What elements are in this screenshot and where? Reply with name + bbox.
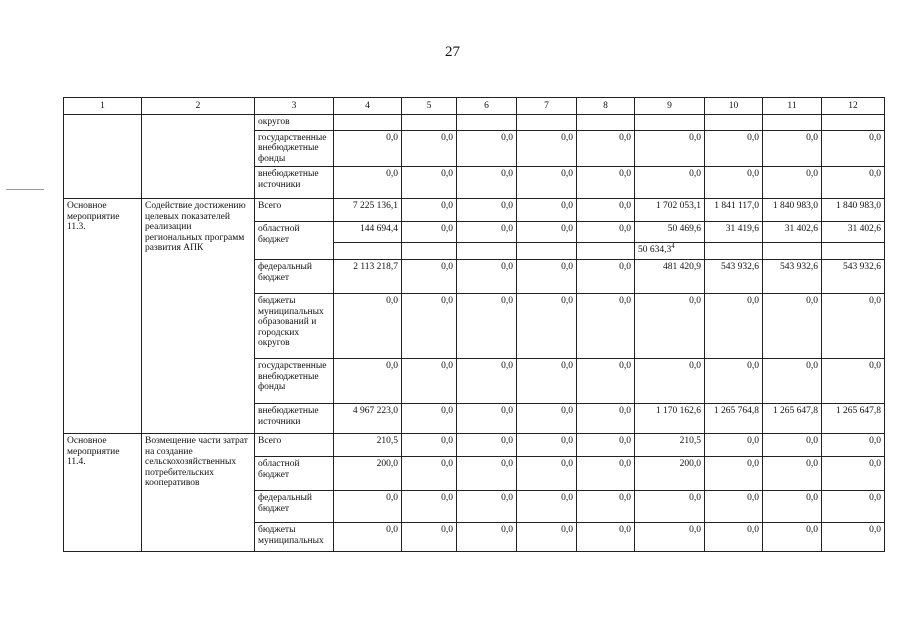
value-cell: 0,0 xyxy=(822,294,885,359)
value-cell: 0,0 xyxy=(517,130,577,167)
value-cell: 0,0 xyxy=(635,359,705,404)
value-cell: 0,0 xyxy=(402,359,457,404)
value-cell: 0,0 xyxy=(577,491,635,523)
empty-cell xyxy=(457,243,517,260)
value-cell xyxy=(635,115,705,131)
activity-cell xyxy=(64,115,142,199)
value-cell: 0,0 xyxy=(577,130,635,167)
value-cell: 0,0 xyxy=(402,523,457,552)
empty-cell xyxy=(763,243,822,260)
value-cell: 31 402,6 xyxy=(822,222,885,243)
value-cell: 0,0 xyxy=(763,434,822,457)
value-cell: 0,0 xyxy=(457,457,517,491)
value-cell: 0,0 xyxy=(517,167,577,199)
activity-cell: Основное мероприятие 11.4. xyxy=(64,434,142,552)
value-cell: 0,0 xyxy=(517,523,577,552)
value-cell: 0,0 xyxy=(457,199,517,222)
value-cell: 0,0 xyxy=(705,294,763,359)
table-row xyxy=(64,434,885,457)
value-cell: 0,0 xyxy=(577,359,635,404)
value-cell: 0,0 xyxy=(402,294,457,359)
source-cell: областной бюджет xyxy=(255,222,334,260)
source-cell: бюджеты муниципальных образований и городских округов xyxy=(255,294,334,359)
value-cell: 210,5 xyxy=(334,434,402,457)
value-cell: 0,0 xyxy=(334,523,402,552)
value-cell: 4 967 223,0 xyxy=(334,404,402,434)
value-cell: 0,0 xyxy=(402,491,457,523)
column-header: 1 xyxy=(64,98,142,115)
value-cell: 543 932,6 xyxy=(822,260,885,294)
value-cell: 0,0 xyxy=(402,260,457,294)
table-row xyxy=(64,115,885,131)
value-cell: 1 170 162,6 xyxy=(635,404,705,434)
value-cell: 543 932,6 xyxy=(705,260,763,294)
column-header: 7 xyxy=(517,98,577,115)
value-cell: 1 265 647,8 xyxy=(822,404,885,434)
value-cell: 0,0 xyxy=(763,167,822,199)
value-cell: 7 225 136,1 xyxy=(334,199,402,222)
value-cell: 0,0 xyxy=(705,491,763,523)
value-cell xyxy=(705,115,763,131)
header-row xyxy=(64,98,885,115)
empty-cell xyxy=(402,243,457,260)
value-cell: 0,0 xyxy=(705,167,763,199)
source-cell: внебюджетные источники xyxy=(255,167,334,199)
value-cell: 0,0 xyxy=(763,457,822,491)
value-cell xyxy=(517,115,577,131)
source-cell: государственные внебюджетные фонды xyxy=(255,130,334,167)
value-cell: 0,0 xyxy=(457,130,517,167)
value-cell: 0,0 xyxy=(577,167,635,199)
value-cell xyxy=(822,115,885,131)
value-cell: 0,0 xyxy=(635,167,705,199)
value-cell: 0,0 xyxy=(822,434,885,457)
value-cell: 0,0 xyxy=(763,294,822,359)
budget-table xyxy=(63,97,885,552)
value-cell: 0,0 xyxy=(457,523,517,552)
column-header: 6 xyxy=(457,98,517,115)
value-cell: 31 402,6 xyxy=(763,222,822,243)
value-cell: 0,0 xyxy=(822,523,885,552)
value-cell: 200,0 xyxy=(635,457,705,491)
value-cell: 0,0 xyxy=(457,222,517,243)
source-cell: округов xyxy=(255,115,334,131)
value-cell: 0,0 xyxy=(577,434,635,457)
description-cell xyxy=(142,115,255,199)
value-cell: 1 840 983,0 xyxy=(763,199,822,222)
column-header: 12 xyxy=(822,98,885,115)
value-cell: 1 265 647,8 xyxy=(763,404,822,434)
source-cell: областной бюджет xyxy=(255,457,334,491)
value-cell xyxy=(334,115,402,131)
source-cell: государственные внебюджетные фонды xyxy=(255,359,334,404)
value-cell: 1 265 764,8 xyxy=(705,404,763,434)
value-cell: 0,0 xyxy=(577,523,635,552)
source-cell: внебюджетные источники xyxy=(255,404,334,434)
value-cell: 0,0 xyxy=(517,222,577,243)
empty-cell xyxy=(517,243,577,260)
value-cell: 50 469,6 xyxy=(635,222,705,243)
value-cell: 0,0 xyxy=(705,457,763,491)
source-cell: федеральный бюджет xyxy=(255,491,334,523)
column-header: 8 xyxy=(577,98,635,115)
value-cell: 0,0 xyxy=(517,359,577,404)
value-cell: 0,0 xyxy=(822,491,885,523)
value-cell: 0,0 xyxy=(517,260,577,294)
activity-cell: Основное мероприятие 11.3. xyxy=(64,199,142,434)
description-cell: Содействие достижению целевых показателей реализации региональных программ развития АПК xyxy=(142,199,255,434)
column-header: 4 xyxy=(334,98,402,115)
value-cell: 1 840 983,0 xyxy=(822,199,885,222)
empty-cell xyxy=(334,243,402,260)
value-cell: 0,0 xyxy=(457,491,517,523)
empty-cell xyxy=(705,243,763,260)
value-cell: 0,0 xyxy=(577,260,635,294)
description-cell: Возмещение части затрат на создание сельскохозяйственных потребительских кооперативов xyxy=(142,434,255,552)
value-cell: 0,0 xyxy=(577,457,635,491)
value-cell: 0,0 xyxy=(517,404,577,434)
value-cell: 0,0 xyxy=(457,359,517,404)
value-cell: 1 702 053,1 xyxy=(635,199,705,222)
value-cell: 0,0 xyxy=(705,130,763,167)
value-cell: 0,0 xyxy=(402,199,457,222)
value-cell: 0,0 xyxy=(635,130,705,167)
source-cell: Всего xyxy=(255,199,334,222)
value-cell: 0,0 xyxy=(822,130,885,167)
value-cell: 0,0 xyxy=(334,167,402,199)
value-cell: 0,0 xyxy=(402,404,457,434)
source-cell: федеральный бюджет xyxy=(255,260,334,294)
value-cell: 0,0 xyxy=(517,294,577,359)
value-cell: 0,0 xyxy=(822,359,885,404)
value-cell: 2 113 218,7 xyxy=(334,260,402,294)
page-number: 27 xyxy=(445,44,460,60)
table-row xyxy=(64,199,885,222)
value-cell: 0,0 xyxy=(635,294,705,359)
value-cell: 1 841 117,0 xyxy=(705,199,763,222)
value-cell: 0,0 xyxy=(457,404,517,434)
value-cell xyxy=(402,115,457,131)
value-cell xyxy=(763,115,822,131)
footnote-mark: 4 xyxy=(671,242,675,250)
value-cell: 0,0 xyxy=(577,294,635,359)
source-cell: Всего xyxy=(255,434,334,457)
value-cell: 0,0 xyxy=(763,523,822,552)
value-cell: 144 694,4 xyxy=(334,222,402,243)
value-cell: 543 932,6 xyxy=(763,260,822,294)
value-cell: 0,0 xyxy=(334,491,402,523)
value-cell: 0,0 xyxy=(705,434,763,457)
column-header: 10 xyxy=(705,98,763,115)
column-header: 11 xyxy=(763,98,822,115)
value-cell: 0,0 xyxy=(635,523,705,552)
value-cell: 210,5 xyxy=(635,434,705,457)
value-cell: 0,0 xyxy=(402,130,457,167)
value-cell: 0,0 xyxy=(457,294,517,359)
value-cell: 0,0 xyxy=(763,359,822,404)
value-cell: 0,0 xyxy=(705,359,763,404)
value-cell: 0,0 xyxy=(402,167,457,199)
value-cell: 0,0 xyxy=(763,491,822,523)
source-cell: бюджеты муниципальных xyxy=(255,523,334,552)
value-cell: 0,0 xyxy=(402,434,457,457)
value-cell: 0,0 xyxy=(402,457,457,491)
column-header: 5 xyxy=(402,98,457,115)
column-header: 3 xyxy=(255,98,334,115)
value-cell: 0,0 xyxy=(517,491,577,523)
extra-value: 50 634,3 xyxy=(638,245,672,255)
value-cell: 31 419,6 xyxy=(705,222,763,243)
margin-mark xyxy=(6,189,44,190)
value-cell: 0,0 xyxy=(705,523,763,552)
value-cell: 0,0 xyxy=(763,130,822,167)
value-cell xyxy=(577,115,635,131)
value-cell: 0,0 xyxy=(334,294,402,359)
value-cell: 0,0 xyxy=(457,260,517,294)
column-header: 9 xyxy=(635,98,705,115)
value-cell: 0,0 xyxy=(334,130,402,167)
value-cell: 0,0 xyxy=(822,457,885,491)
value-cell: 481 420,9 xyxy=(635,260,705,294)
column-header: 2 xyxy=(142,98,255,115)
empty-cell xyxy=(822,243,885,260)
value-cell: 0,0 xyxy=(517,199,577,222)
value-cell: 0,0 xyxy=(457,434,517,457)
value-cell: 0,0 xyxy=(517,434,577,457)
value-cell: 0,0 xyxy=(577,222,635,243)
value-cell: 0,0 xyxy=(334,359,402,404)
value-cell: 0,0 xyxy=(517,457,577,491)
value-cell: 200,0 xyxy=(334,457,402,491)
value-cell: 0,0 xyxy=(577,199,635,222)
empty-cell xyxy=(577,243,635,260)
extra-value-cell xyxy=(635,243,705,260)
value-cell: 0,0 xyxy=(577,404,635,434)
value-cell: 0,0 xyxy=(402,222,457,243)
value-cell: 0,0 xyxy=(635,491,705,523)
value-cell xyxy=(457,115,517,131)
value-cell: 0,0 xyxy=(822,167,885,199)
value-cell: 0,0 xyxy=(457,167,517,199)
